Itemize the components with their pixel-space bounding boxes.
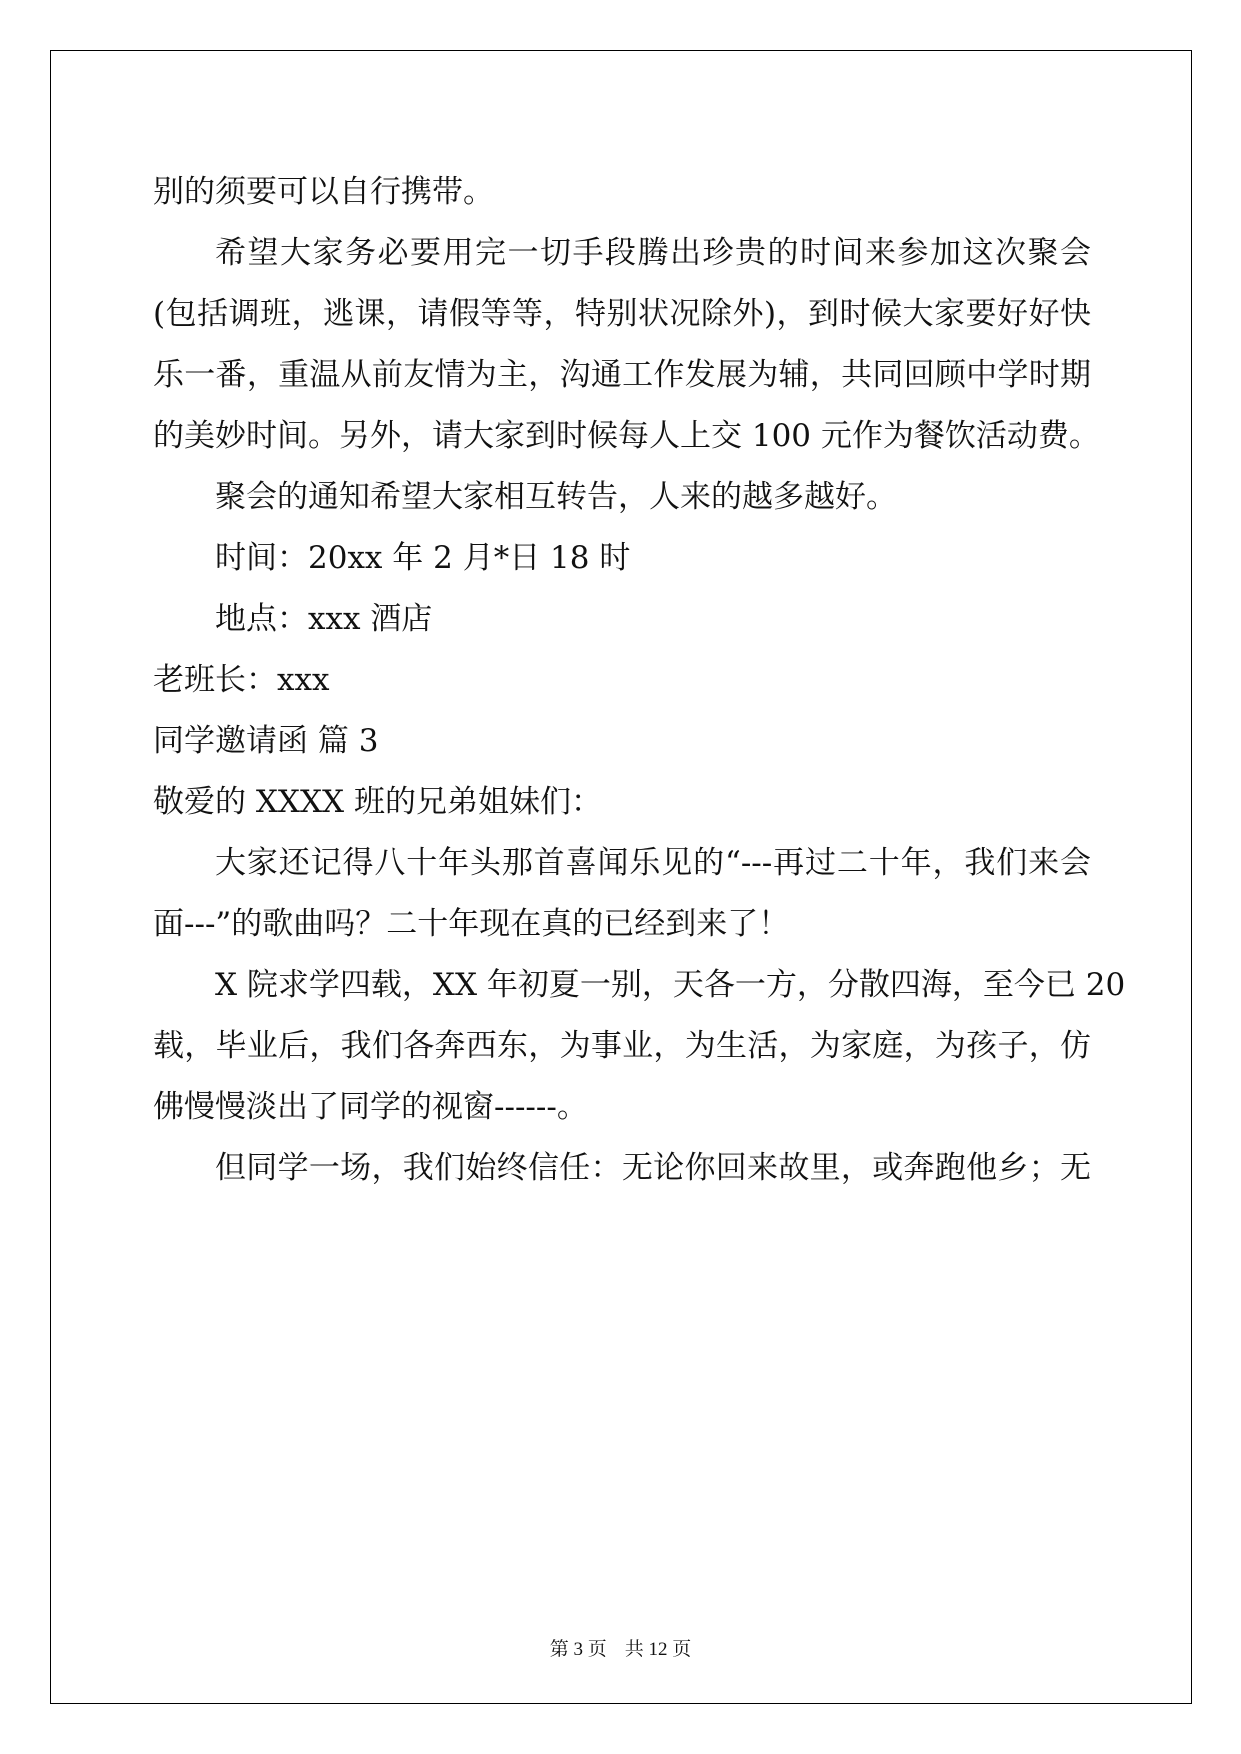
section-heading: 同学邀请函 篇 3 <box>153 723 379 759</box>
paragraph-line: 但同学一场，我们始终信任：无论你回来故里，或奔跑他乡；无 <box>215 1150 1091 1186</box>
page-footer <box>0 1634 1241 1661</box>
salutation: 敬爱的 XXXX 班的兄弟姐妹们： <box>153 784 602 820</box>
paragraph-line: 乐一番，重温从前友情为主，沟通工作发展为辅，共同回顾中学时期 <box>153 357 1091 393</box>
paragraph-line: 大家还记得八十年头那首喜闻乐见的“---再过二十年，我们来会 <box>215 845 1091 881</box>
document-body <box>153 162 1126 1199</box>
paragraph-line: (包括调班，逃课，请假等等，特别状况除外)，到时候大家要好好快 <box>153 296 1091 332</box>
event-time: 时间：20xx 年 2 月*日 18 时 <box>215 540 631 576</box>
paragraph-line: X 院求学四载，XX 年初夏一别，天各一方，分散四海，至今已 20 <box>215 967 1126 1003</box>
paragraph-line: 载，毕业后，我们各奔西东，为事业，为生活，为家庭，为孩子，仿 <box>153 1028 1091 1064</box>
paragraph-line: 面---”的歌曲吗？二十年现在真的已经到来了！ <box>153 906 790 942</box>
paragraph-line: 别的须要可以自行携带。 <box>153 174 494 210</box>
page-number: 第 3 页 <box>549 1639 607 1660</box>
paragraph-line: 的美妙时间。另外，请大家到时候每人上交 100 元作为餐饮活动费。 <box>153 418 1100 454</box>
paragraph-line: 希望大家务必要用完一切手段腾出珍贵的时间来参加这次聚会 <box>215 235 1091 271</box>
event-location: 地点：xxx 酒店 <box>215 601 433 637</box>
signature: 老班长：xxx <box>153 662 330 698</box>
paragraph-line: 聚会的通知希望大家相互转告，人来的越多越好。 <box>215 479 897 515</box>
paragraph-line: 佛慢慢淡出了同学的视窗------。 <box>153 1089 588 1125</box>
page-total: 共 12 页 <box>624 1639 692 1660</box>
